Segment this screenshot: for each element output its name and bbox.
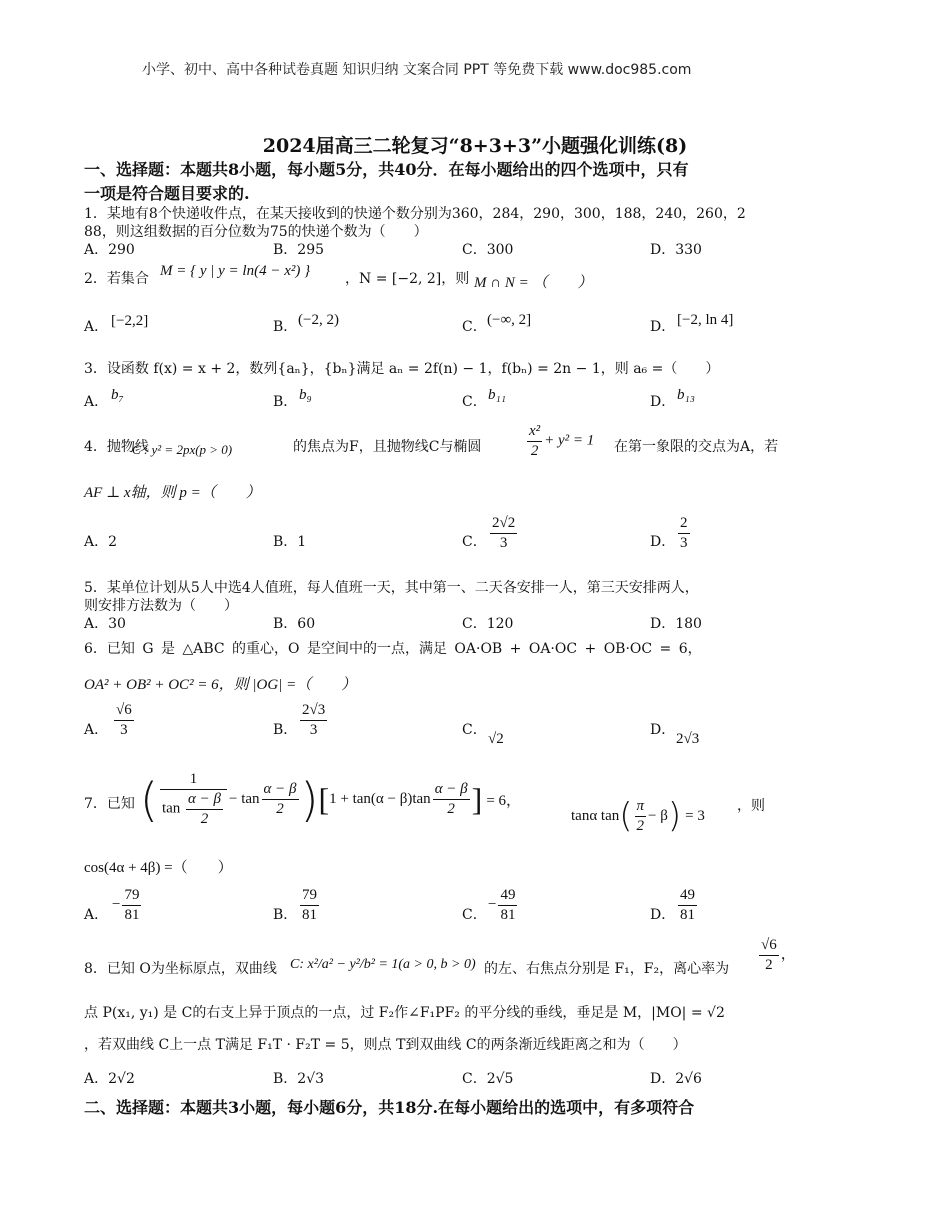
q7-equals-6: = 6， — [486, 793, 522, 809]
q7-cond-right-paren: ) — [667, 796, 682, 836]
q4-option-c-denominator: 3 — [499, 534, 508, 551]
q8-option-b: B．2√3 — [273, 1071, 325, 1087]
q8-line2: 点 P(x₁, y₁) 是 C的右支上异于顶点的一点，过 F₂作∠F₁PF₂ 的平分线的垂线，垂足是 M，|MO| = √2 — [84, 1005, 725, 1021]
q4-line2: AF ⊥ x轴，则 p =（ ） — [84, 485, 261, 501]
q8-option-d: D．2√6 — [650, 1071, 702, 1087]
q6-option-a: A． — [84, 722, 109, 738]
q7-right-paren: ) — [300, 772, 319, 827]
q4-option-d-denominator: 3 — [680, 534, 688, 551]
q1-option-a: A．290 — [84, 242, 135, 258]
q7-prefix: 7．已知 — [84, 796, 135, 812]
page-title: 2024届高三二轮复习“8+3+3”小题强化训练(8) — [262, 135, 688, 157]
q5-option-b: B．60 — [273, 616, 316, 632]
q4-ellipse-tail: + y² = 1 — [544, 432, 595, 449]
q7-reciprocal-frac — [160, 770, 227, 828]
q2-option-a: A． — [84, 319, 109, 335]
q1-option-b: B．295 — [273, 242, 325, 258]
q2-option-a-math: [−2,2] — [111, 313, 149, 329]
q6-option-b: B． — [273, 722, 298, 738]
q7-reciprocal-denominator — [160, 790, 227, 829]
q7-ab-3: α − β — [433, 780, 470, 800]
q7-option-a-sign: − — [112, 896, 121, 913]
q7-option-c-numerator: 49 — [498, 886, 517, 906]
q6-option-a-frac — [112, 701, 136, 740]
q6-line2: OA² + OB² + OC² = 6，则 |OG| =（ ） — [84, 677, 357, 693]
q4-ellipse — [525, 422, 594, 461]
q4-ellipse-numerator: x² — [527, 422, 542, 442]
q7-condition — [571, 796, 705, 836]
q7-one: 1 — [160, 770, 227, 790]
q5-line1: 5．某单位计划从5人中选4人值班，每人值班一天，其中第一、二天各安排一人，第三天安排两人， — [84, 580, 699, 596]
q3-option-c: C． — [462, 394, 487, 410]
q7-ab-1: α − β — [186, 790, 223, 810]
q8-ecc-numerator: √6 — [759, 936, 779, 956]
q7-option-b-value — [298, 886, 321, 925]
q2-prefix: 2．若集合 — [84, 271, 149, 287]
q7-two-4: 2 — [636, 817, 645, 834]
section-1-heading-line2: 一项是符合题目要求的. — [84, 184, 250, 203]
q7-bracket-text: 1 + tan(α − β)tan — [329, 791, 431, 807]
q7-option-c: C． — [462, 907, 487, 923]
site-header: 小学、初中、高中各种试卷真题 知识归纳 文案合同 PPT 等免费下载 www.doc985.com — [142, 62, 692, 78]
q8-mid: 的左、右焦点分别是 F₁，F₂，离心率为 — [484, 961, 730, 977]
q2-tail: M ∩ N = （ ） — [474, 275, 593, 291]
q2-option-b-math: (−2, 2) — [298, 312, 339, 328]
q7-ab-2: α − β — [262, 780, 299, 800]
q1-line2: 88，则这组数据的百分位数为75的快递个数为（ ） — [84, 224, 428, 240]
q4-option-d-numerator: 2 — [678, 514, 690, 534]
q6-option-b-frac — [298, 701, 329, 740]
q1-option-d: D．330 — [650, 242, 702, 258]
q7-option-b: B． — [273, 907, 298, 923]
q6-line1: 6．已知 G 是 △ABC 的重心，O 是空间中的一点，满足 OA·OB + OA·OC + OB·OC = 6， — [84, 641, 702, 657]
q7-left-bracket: [ — [318, 781, 330, 817]
q5-option-d: D．180 — [650, 616, 702, 632]
q6-option-a-denominator: 3 — [120, 721, 128, 738]
q3-option-d: D． — [650, 394, 676, 410]
q2-option-d: D． — [650, 319, 676, 335]
q4-option-c-frac — [488, 514, 519, 553]
q7-right-bracket: ] — [471, 781, 483, 817]
q7-option-b-numerator: 79 — [300, 886, 319, 906]
q2-option-b: B． — [273, 319, 298, 335]
q3-option-b: B． — [273, 394, 298, 410]
q7-line2: cos(4α + 4β) =（ ） — [84, 860, 233, 876]
q7-two-2: 2 — [276, 801, 284, 817]
q7-option-c-sign: − — [488, 896, 497, 913]
q2-option-d-math: [−2, ln 4] — [677, 312, 734, 328]
q6-option-a-numerator: √6 — [114, 701, 134, 721]
q8-prefix: 8．已知 O为坐标原点，双曲线 — [84, 961, 277, 977]
q7-option-d-value — [676, 886, 699, 925]
q3-option-a-math: b₇ — [111, 387, 124, 403]
q7-option-a-denominator: 81 — [124, 906, 140, 923]
q7-tan-label: tan — [161, 800, 181, 817]
q4-mid: 的焦点为F，且抛物线C与椭圆 — [293, 439, 482, 455]
q1-line1: 1．某地有8个快递收件点，在某天接收到的快递个数分别为360，284，290，300，188，240，260，2 — [84, 206, 746, 222]
q7-option-d-denominator: 81 — [680, 906, 695, 923]
section-2-heading: 二、选择题：本题共3小题，每小题6分，共18分.在每小题给出的选项中，有多项符合 — [84, 1098, 695, 1117]
q4-ellipse-denominator: 2 — [530, 442, 539, 459]
q8-line3: ，若双曲线 C上一点 T满足 F₁T · F₂T = 5，则点 T到双曲线 C的两条渐近线距离之和为（ ） — [84, 1037, 687, 1053]
q4-option-b: B．1 — [273, 534, 307, 550]
q7-pi: π — [635, 797, 647, 817]
q3-option-d-math: b₁₃ — [677, 387, 695, 403]
q3-option-a: A． — [84, 394, 109, 410]
q7-pi-tail: − β — [648, 807, 668, 824]
q4-option-d-frac — [676, 514, 692, 553]
q7-option-a-value — [112, 886, 143, 925]
q5-line2: 则安排方法数为（ ） — [84, 598, 238, 614]
q8-eccentricity — [757, 936, 796, 975]
q2-set-n: ，N = [−2, 2]，则 — [345, 271, 470, 287]
q6-option-d-math: 2√3 — [676, 731, 700, 747]
q7-cond-left-paren: ( — [619, 796, 633, 836]
q8-hyperbola: C: x²/a² − y²/b² = 1(a > 0, b > 0) — [290, 957, 476, 972]
q2-option-c: C． — [462, 319, 487, 335]
q7-option-d-numerator: 49 — [678, 886, 697, 906]
q7-expression — [140, 752, 521, 847]
q2-option-c-math: (−∞, 2] — [487, 312, 532, 328]
q3-option-b-math: b₉ — [299, 387, 312, 403]
q7-option-c-denominator: 81 — [500, 906, 516, 923]
q4-prefix: 4．抛物线 — [84, 439, 149, 455]
q8-ecc-denominator: 2 — [765, 956, 773, 973]
q1-option-c: C．300 — [462, 242, 514, 258]
q4-curve: C : y² = 2px(p > 0) — [132, 442, 233, 457]
q4-option-a: A．2 — [84, 534, 118, 550]
q3-option-c-math: b₁₁ — [488, 387, 506, 403]
q7-two-1: 2 — [200, 810, 209, 827]
q4-option-c-numerator: 2√2 — [490, 514, 517, 534]
q6-option-c: C． — [462, 722, 487, 738]
q8-comma: ， — [780, 946, 796, 963]
q7-minus-tan: − tan — [229, 791, 260, 807]
q2-set-m: M = { y | y = ln(4 − x²) } — [160, 263, 311, 279]
q6-option-b-denominator: 3 — [309, 721, 318, 738]
q6-option-b-numerator: 2√3 — [300, 701, 327, 721]
q7-two-3: 2 — [447, 801, 455, 817]
q7-equals-3: = 3 — [685, 807, 705, 824]
q7-then: ，则 — [737, 798, 765, 814]
q4-option-d: D． — [650, 534, 676, 550]
q7-left-paren: ( — [140, 772, 158, 827]
q4-end: 在第一象限的交点为A，若 — [614, 439, 779, 455]
q7-option-a-numerator: 79 — [122, 886, 141, 906]
q6-option-d: D． — [650, 722, 676, 738]
q7-option-b-denominator: 81 — [302, 906, 317, 923]
section-1-heading-line1: 一、选择题：本题共8小题，每小题5分，共40分．在每小题给出的四个选项中，只有 — [84, 160, 689, 179]
q7-option-d: D． — [650, 907, 676, 923]
q5-option-c: C．120 — [462, 616, 514, 632]
q5-option-a: A．30 — [84, 616, 126, 632]
q7-option-c-value — [488, 886, 519, 925]
q7-condition-text: tanα tan — [571, 807, 620, 824]
q6-option-c-math: √2 — [488, 731, 504, 747]
q4-option-c: C． — [462, 534, 487, 550]
q7-option-a: A． — [84, 907, 109, 923]
q8-option-c: C．2√5 — [462, 1071, 514, 1087]
q3-text: 3．设函数 f(x) = x + 2，数列{aₙ}，{bₙ}满足 aₙ = 2f(n) − 1，f(bₙ) = 2n − 1，则 a₆ =（ ） — [84, 361, 720, 377]
q8-option-a: A．2√2 — [84, 1071, 135, 1087]
